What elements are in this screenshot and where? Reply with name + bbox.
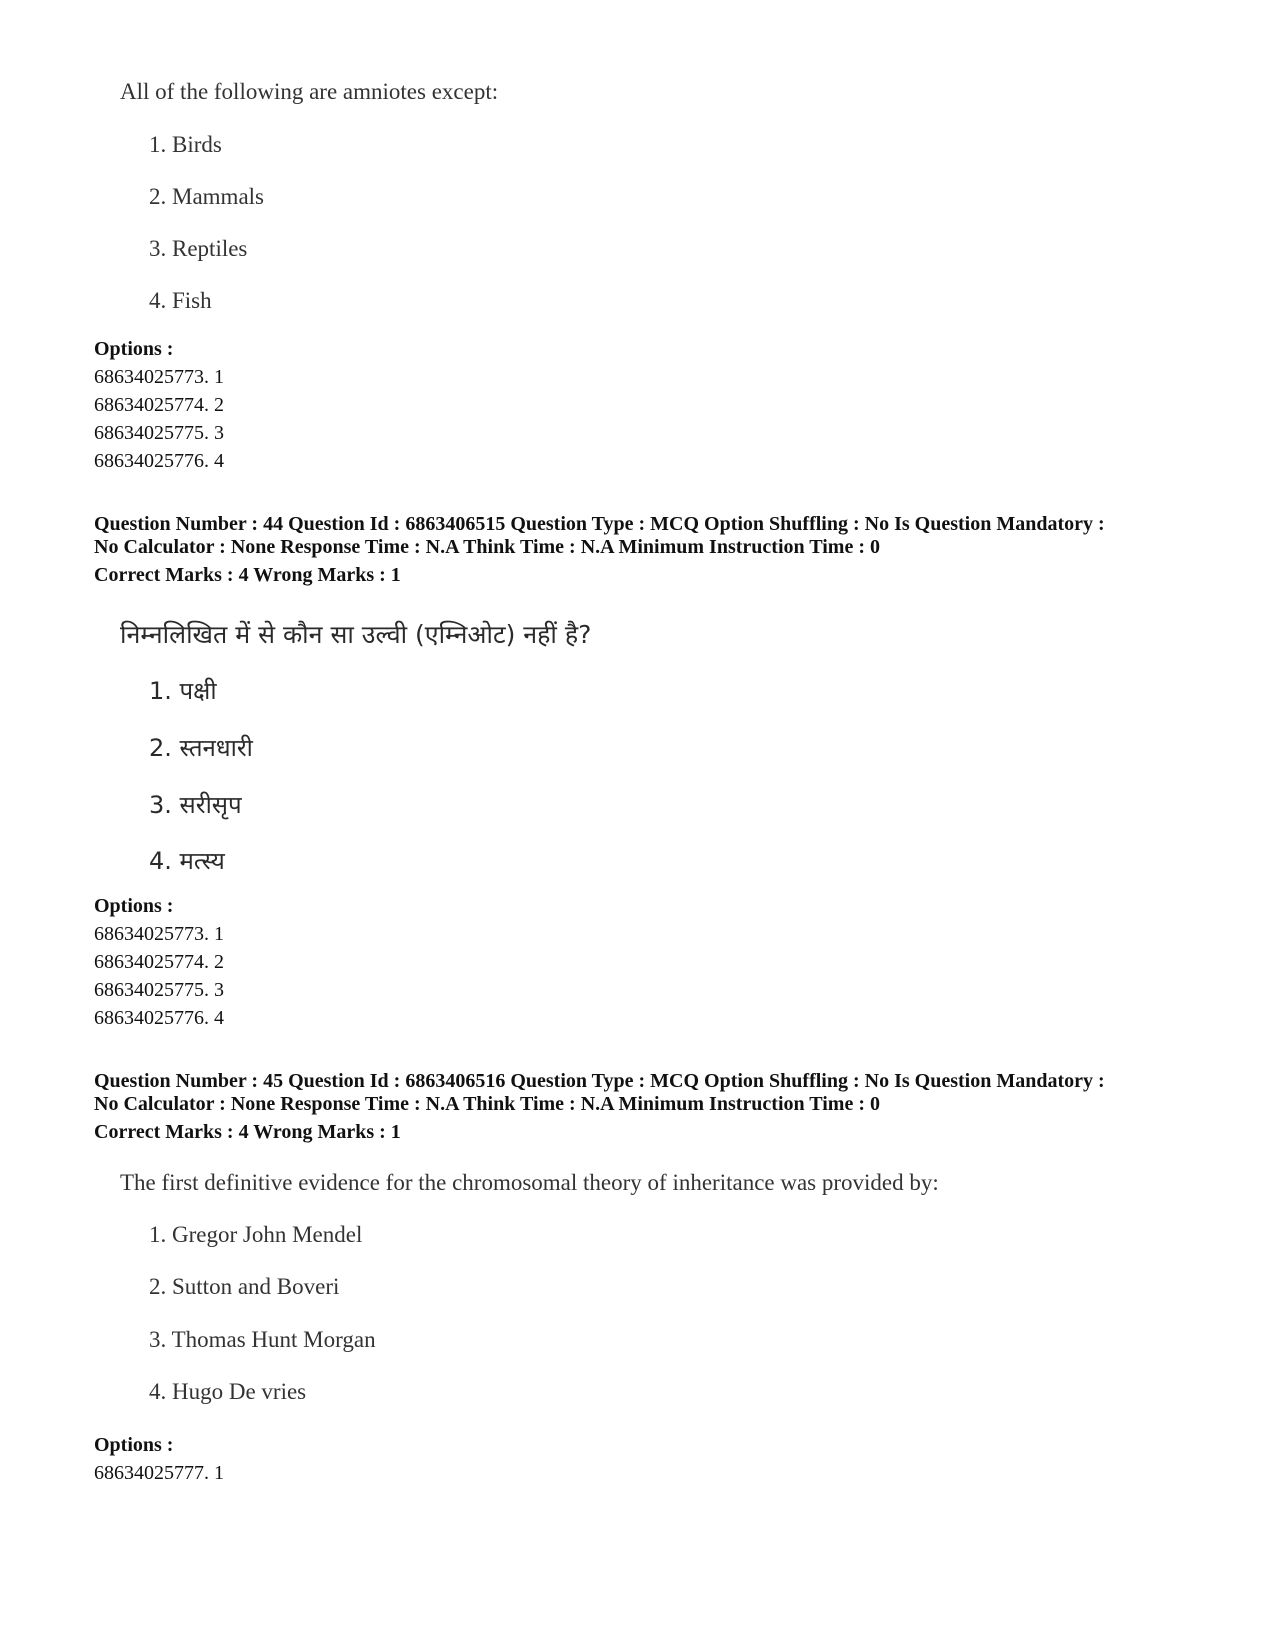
question-meta-line: No Calculator : None Response Time : N.A Think Time : N.A Minimum Instruction Time : 0: [94, 536, 880, 558]
question-stem: The first definitive evidence for the chromosomal theory of inheritance was provided by:: [120, 1170, 939, 1195]
choice-item: 2. Sutton and Boveri: [149, 1274, 340, 1299]
choice-item: 1. Gregor John Mendel: [149, 1222, 363, 1247]
choice-item: 2. स्तनधारी: [149, 734, 253, 762]
choice-item: 1. Birds: [149, 132, 222, 157]
question-meta-line: Question Number : 44 Question Id : 6863406515 Question Type : MCQ Option Shuffling : No Is Question Mandatory :: [94, 513, 1105, 535]
choice-item: 2. Mammals: [149, 184, 264, 209]
question-meta-line: Question Number : 45 Question Id : 6863406516 Question Type : MCQ Option Shuffling : No Is Question Mandatory :: [94, 1070, 1105, 1092]
option-item: 68634025773. 1: [94, 923, 224, 945]
option-item: 68634025777. 1: [94, 1462, 224, 1484]
option-item: 68634025774. 2: [94, 394, 224, 416]
options-label: Options :: [94, 338, 174, 360]
option-item: 68634025775. 3: [94, 979, 224, 1001]
choice-item: 3. Thomas Hunt Morgan: [149, 1327, 376, 1352]
choice-item: 4. Fish: [149, 288, 212, 313]
options-label: Options :: [94, 895, 174, 917]
choice-item: 1. पक्षी: [149, 677, 217, 705]
question-marks: Correct Marks : 4 Wrong Marks : 1: [94, 564, 401, 586]
question-meta-line: No Calculator : None Response Time : N.A Think Time : N.A Minimum Instruction Time : 0: [94, 1093, 880, 1115]
question-stem: All of the following are amniotes except:: [120, 79, 499, 104]
choice-item: 4. मत्स्य: [149, 847, 225, 875]
choice-item: 4. Hugo De vries: [149, 1379, 307, 1404]
option-item: 68634025776. 4: [94, 450, 224, 472]
option-item: 68634025775. 3: [94, 422, 224, 444]
question-stem: निम्नलिखित में से कौन सा उल्वी (एम्निओट) नहीं है?: [120, 620, 592, 649]
question-marks: Correct Marks : 4 Wrong Marks : 1: [94, 1121, 401, 1143]
option-item: 68634025774. 2: [94, 951, 224, 973]
option-item: 68634025773. 1: [94, 366, 224, 388]
choice-item: 3. Reptiles: [149, 236, 248, 261]
options-label: Options :: [94, 1434, 174, 1456]
choice-item: 3. सरीसृप: [149, 791, 242, 819]
option-item: 68634025776. 4: [94, 1007, 224, 1029]
